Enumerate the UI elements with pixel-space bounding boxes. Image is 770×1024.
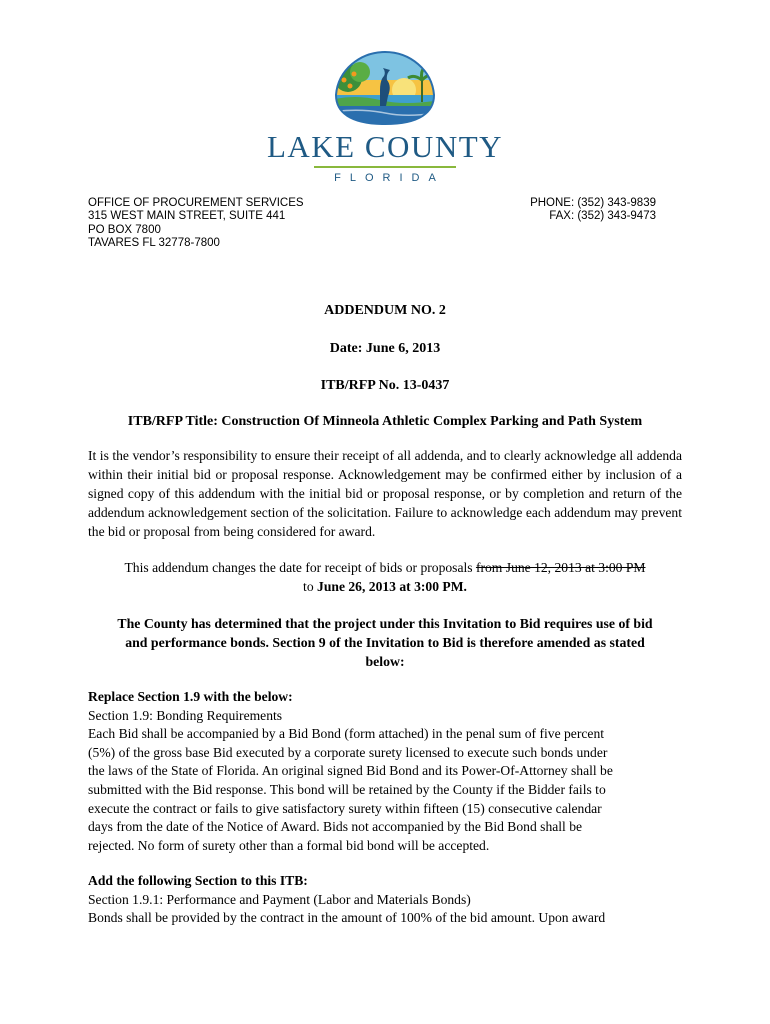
county-emblem-icon	[330, 50, 440, 126]
section-1-9-line: submitted with the Bid response. This bond will be retained by the County if the Bidder fails to	[88, 781, 606, 797]
office-name: OFFICE OF PROCUREMENT SERVICES	[88, 197, 304, 209]
section-1-9-1-line: Section 1.9.1: Performance and Payment (Labor and Materials Bonds)	[88, 891, 471, 907]
section-1-9-1-line: Bonds shall be provided by the contract in the amount of 100% of the bid amount. Upon award	[88, 910, 606, 926]
county-name: LAKE COUNTY	[266, 129, 504, 164]
section-1-9-line: days from the date of the Notice of Award. Bids not accompanied by the Bid Bond shall be	[88, 819, 583, 835]
itb-title: ITB/RFP Title: Construction Of Minneola Athletic Complex Parking and Path System	[127, 414, 643, 429]
old-date-struck: from June 12, 2013 at 3:00 PM	[475, 560, 646, 575]
phone-number: PHONE: (352) 343-9839	[530, 197, 656, 209]
bond-notice-line: The County has determined that the project under this Invitation to Bid requires use of bid	[117, 616, 653, 631]
state-name: FLORIDA	[334, 172, 445, 184]
city-state-zip: TAVARES FL 32778-7800	[88, 237, 220, 250]
office-address	[88, 197, 304, 251]
intro-paragraph: It is the vendor’s responsibility to ensure their receipt of all addenda, and to clearly acknowledge all addenda within their initial bid or proposal response. Acknowledgement may be confirmed either by inclusion of a signed copy of this addendum with the initial bid or proposal response, or by completion and return of the addendum acknowledgement section of the solicitation. Failure to acknowledge each addendum may prevent the bid or proposal from being considered for award.	[88, 448, 682, 539]
section-1-9-line: the laws of the State of Florida. An original signed Bid Bond and its Power-Of-Attorney shall be	[88, 763, 613, 779]
po-box: PO BOX 7800	[88, 223, 161, 236]
date-change-to: to	[303, 579, 318, 594]
fax-number: FAX: (352) 343-9473	[549, 210, 656, 223]
street-address: 315 WEST MAIN STREET, SUITE 441	[88, 210, 286, 223]
itb-number: ITB/RFP No. 13-0437	[320, 378, 450, 393]
contact-info	[530, 197, 656, 224]
section-1-9-heading: Replace Section 1.9 with the below:	[88, 689, 293, 704]
addendum-date: Date: June 6, 2013	[329, 341, 441, 356]
date-change-prefix: This addendum changes the date for receipt of bids or proposals	[124, 560, 476, 575]
section-1-9-1	[88, 872, 682, 928]
section-1-9-line: execute the contract or fails to give satisfactory surety within fifteen (15) consecutive calendar	[88, 800, 602, 816]
bond-requirement-notice	[88, 614, 682, 671]
bond-notice-line: below:	[365, 654, 405, 669]
logo-divider	[314, 166, 456, 168]
bond-notice-line: and performance bonds. Section 9 of the Invitation to Bid is therefore amended as stated	[125, 635, 645, 650]
new-date: June 26, 2013 at 3:00 PM.	[317, 579, 467, 594]
section-1-9-line: Section 1.9: Bonding Requirements	[88, 707, 283, 723]
lake-county-logo	[260, 50, 510, 185]
section-1-9-line: rejected. No form of surety other than a formal bid bond will be accepted.	[88, 837, 490, 853]
section-1-9-line: Each Bid shall be accompanied by a Bid Bond (form attached) in the penal sum of five percent	[88, 726, 605, 742]
section-1-9-1-heading: Add the following Section to this ITB:	[88, 873, 308, 888]
section-1-9-line: (5%) of the gross base Bid executed by a corporate surety licensed to execute such bonds under	[88, 744, 608, 760]
addendum-title: ADDENDUM NO. 2	[324, 303, 446, 318]
section-1-9	[88, 688, 682, 855]
date-change-notice	[0, 558, 770, 596]
